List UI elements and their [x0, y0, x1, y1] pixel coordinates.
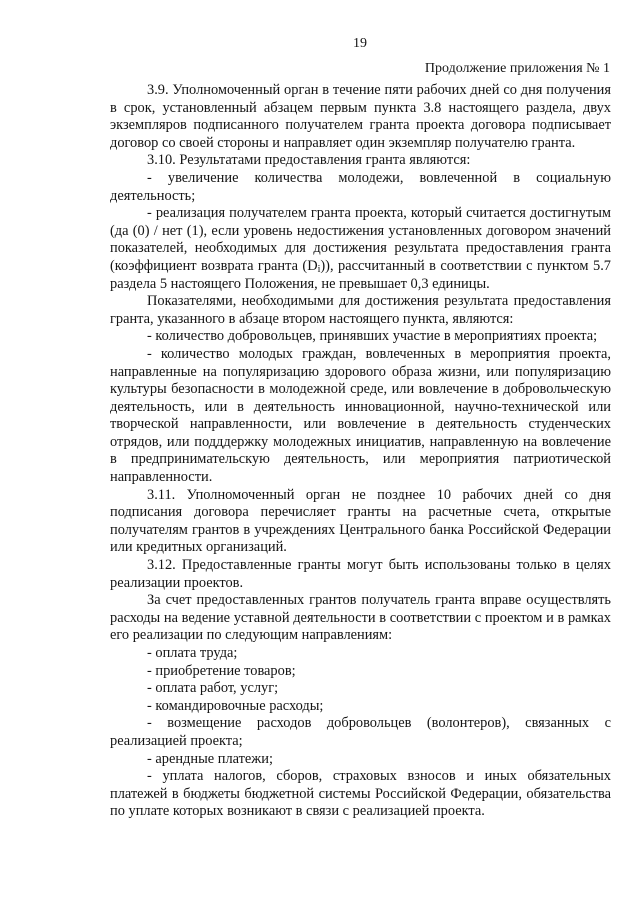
document-body [110, 82, 611, 821]
expense-item-rent: - арендные платежи; [147, 750, 273, 767]
expense-item-volunteer-reimbursement: - возмещение расходов добровольцев (волонтеров), связанных с реализацией проекта; [110, 715, 611, 749]
expense-item-services: - оплата работ, услуг; [147, 680, 279, 697]
result-project-subscript: i [317, 263, 321, 275]
expense-item-taxes: - уплата налогов, сборов, страховых взносов и иных обязательных платежей в бюджеты бюджетной системы Российской Федерации, обязательства по уплате которых возникают в связи с реализацией проекта. [110, 768, 611, 820]
paragraph-3-10-heading: 3.10. Результатами предоставления гранта являются: [147, 152, 471, 169]
paragraph-3-12: 3.12. Предоставленные гранты могут быть использованы только в целях реализации проектов. [110, 557, 611, 591]
indicator-volunteers: - количество добровольцев, принявших участие в мероприятиях проекта; [147, 328, 598, 345]
appendix-continuation-header: Продолжение приложения № 1 [424, 61, 610, 76]
result-project-text-start: - реализация получателем гранта проекта, который считается достигнутым (да (0) / нет (1), если уровень недостижения установленных договором значений показателей, необходимых для достижения результата предоставления гранта (коэффициент возврата гранта (D [110, 205, 611, 274]
indicators-intro: Показателями, необходимыми для достижения результата предоставления гранта, указанного в абзаце втором настоящего пункта, являются: [110, 293, 611, 327]
result-youth-involvement: - увеличение количества молодежи, вовлеченной в социальную деятельность; [110, 169, 611, 204]
expenses-intro: За счет предоставленных грантов получатель гранта вправе осуществлять расходы на ведение уставной деятельности в соответствии с проектом и в рамках его реализации по следующим направлениям: [110, 592, 611, 644]
paragraph-3-9: 3.9. Уполномоченный орган в течение пяти рабочих дней со дня получения в срок, установленный абзацем первым пункта 3.8 настоящего раздела, двух экземпляров подписанного получателем гранта проекта договора подписывает договор со своей стороны и направляет один экземпляр получателю гранта. [110, 82, 611, 151]
result-project-implementation [110, 205, 611, 293]
result-project-text-end: )), рассчитанный в соответствии с пунктом 5.7 раздела 5 настоящего Положения, не превышает 0,3 единицы. [110, 257, 611, 292]
paragraph-3-11: 3.11. Уполномоченный орган не позднее 10 рабочих дней со дня подписания договора перечисляет гранты на расчетные счета, открытые получателям грантов в учреждениях Центрального банка Российской Федерации или кредитных организаций. [110, 486, 611, 556]
expense-item-travel: - командировочные расходы; [147, 697, 324, 714]
page-number: 19 [353, 36, 367, 51]
indicator-young-citizens: - количество молодых граждан, вовлеченных в мероприятия проекта, направленные на популяризацию здорового образа жизни, или популяризацию культуры безопасности в молодежной среде, или вовлечение в добровольческую деятельность, или в деятельность инновационной, научно-технической или творческой направленности, или вовлечение в деятельность студенческих отрядов, или подддержку молодежных инициатив, направленную на вовлечение в предпринимательскую деятельность, или мероприятия патриотической направленности. [110, 345, 611, 486]
expense-item-goods: - приобретение товаров; [147, 662, 296, 679]
expense-item-labor: - оплата труда; [147, 645, 238, 661]
